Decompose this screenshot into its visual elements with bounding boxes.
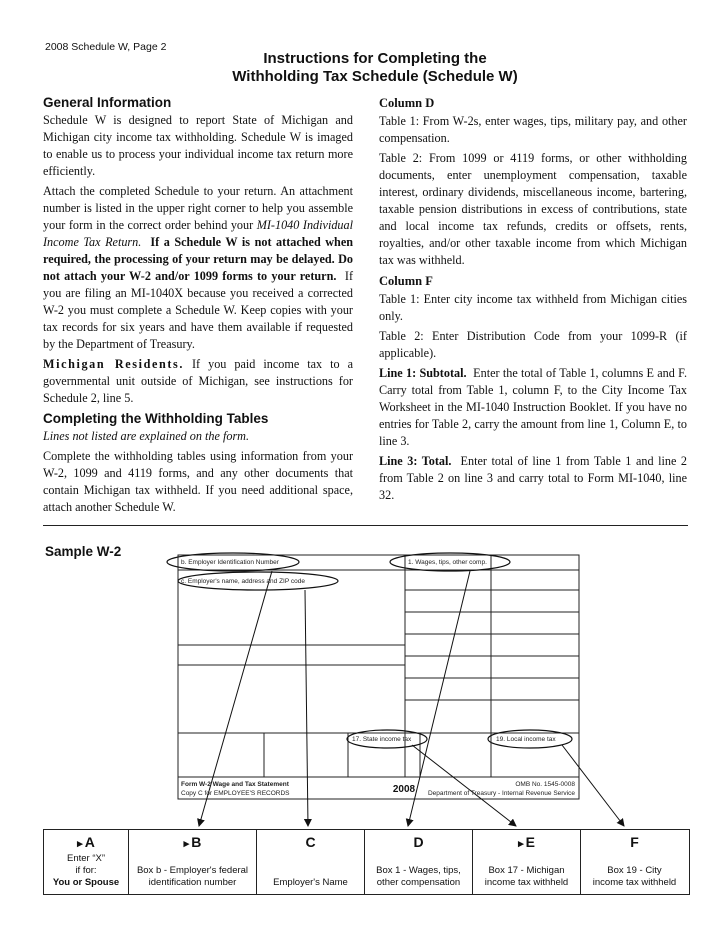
line-3-label: Line 3: Total. <box>379 454 452 468</box>
column-d-table-2: Table 2: From 1099 or 4119 forms, or other withholding documents, enter unemployment compensation, taxable interest, ordinary dividends, miscellaneous income, bartering, taxable pension distributions in excess of contributions, state and local income tax refunds, credits or offsets, rents, royalties, and/or other taxable income from which Michigan tax was withheld. <box>379 151 687 267</box>
p2-text-b: If you are filing an MI-1040X because you received a corrected W-2 you must complete a Schedule W. Keep copies with your tax records for six years and have them available if requested by the Department of Treasury. <box>43 269 354 351</box>
column-d-table-1: Table 1: From W-2s, enter wages, tips, military pay, and other compensation. <box>379 114 687 145</box>
key-description <box>257 877 364 889</box>
key-letter-text: A <box>84 834 95 850</box>
w2-dept: Department of Treasury - Internal Revenue Service <box>427 790 575 797</box>
w2-copy-c: Copy C for EMPLOYEE'S RECORDS <box>181 790 290 797</box>
key-letter <box>257 835 364 849</box>
title-line-1: Instructions for Completing the <box>263 50 487 67</box>
key-column-b <box>129 830 257 894</box>
key-column-c <box>257 830 365 894</box>
key-description <box>581 865 688 889</box>
key-column-d <box>365 830 473 894</box>
key-letter <box>129 835 256 851</box>
line-3-text: Enter total of line 1 from Table 1 and line 2 from Table 2 on line 3 and carry total to Form MI-1040, line 32. <box>379 454 688 502</box>
column-f-heading: Column F <box>379 274 433 288</box>
completing-heading: Completing the Withholding Tables <box>43 411 269 426</box>
lines-note-text: Lines not listed are explained on the form. <box>43 429 250 443</box>
p2-warning: If a Schedule W is not attached when required, the processing of your return may be delayed. Do not attach your W-2 and/or 1099 forms to your return. <box>43 235 354 283</box>
title-line-2: Withholding Tax Schedule (Schedule W) <box>232 68 518 85</box>
key-letter-text: C <box>305 834 316 850</box>
key-description <box>44 853 128 889</box>
page-label: 2008 Schedule W, Page 2 <box>45 41 167 53</box>
box-1-label: 1. Wages, tips, other comp. <box>408 559 487 566</box>
w2-year: 2008 <box>392 784 416 795</box>
key-letter-text: F <box>630 834 639 850</box>
key-description-line: identification number <box>148 877 237 888</box>
key-letter-text: D <box>413 834 424 850</box>
key-description-line: Box b - Employer's federal <box>136 865 249 876</box>
key-description <box>365 865 472 889</box>
p2-text-a: Attach the completed Schedule to your return. An attachment number is listed in the upper right corner to help you assemble your form in the correct order behind your <box>43 184 353 232</box>
column-d-heading: Column D <box>379 96 435 110</box>
w2-omb: OMB No. 1545-0008 <box>515 781 575 788</box>
key-description-line: Enter “X” <box>66 853 105 864</box>
key-description-line: income tax withheld <box>592 877 677 888</box>
arrow-to-column-d <box>408 571 470 826</box>
general-paragraph-1: Schedule W is designed to report State of Michigan and Michigan city income tax withholding. Schedule W is imaged to enable us to process your individual income tax return more efficiently. <box>43 113 353 178</box>
key-column-a <box>44 830 129 894</box>
box-17-label: 17. State income tax <box>352 736 412 743</box>
key-letter <box>44 835 128 851</box>
key-letter <box>473 835 580 851</box>
key-description-line: if for: <box>75 865 97 876</box>
key-letter <box>365 835 472 849</box>
box-19-label: 19. Local income tax <box>496 736 556 743</box>
key-description-line: income tax withheld <box>484 877 569 888</box>
key-letter-text: B <box>191 834 202 850</box>
w2-outline <box>178 555 579 799</box>
key-description <box>473 865 580 889</box>
general-information-heading: General Information <box>43 95 172 110</box>
w2-form-title: Form W-2 Wage and Tax Statement <box>181 781 289 788</box>
sample-w2-label: Sample W-2 <box>45 544 122 559</box>
arrow-to-column-e <box>412 745 516 826</box>
arrow-to-column-c <box>305 590 308 826</box>
key-description-line: Employer's Name <box>273 877 348 888</box>
p2-form-name: MI-1040 Individual Income Tax Return. <box>43 218 353 249</box>
triangle-marker-icon: ▸ <box>77 838 83 850</box>
key-description-line: You or Spouse <box>52 877 120 888</box>
residents-text: If you paid income tax to a governmental unit outside of Michigan, see instructions for Schedule 2, line 5. <box>43 357 353 405</box>
triangle-marker-icon: ▸ <box>518 838 524 850</box>
residents-label: Michigan Residents. <box>43 357 184 371</box>
key-column-f <box>581 830 688 894</box>
key-column-e <box>473 830 581 894</box>
key-letter-text: E <box>525 834 535 850</box>
key-letter <box>581 835 688 849</box>
key-description-line: Box 1 - Wages, tips, <box>376 865 461 876</box>
column-f-table-2: Table 2: Enter Distribution Code from your 1099-R (if applicable). <box>379 329 687 360</box>
line-1-label: Line 1: Subtotal. <box>379 366 467 380</box>
column-key-table <box>43 829 690 895</box>
key-description-line: other compensation <box>376 877 461 888</box>
line-1-text: Enter the total of Table 1, columns E and F. Carry total from Table 1, column F, to the City Income Tax Worksheet in the MI-1040 Instruction Booklet. If you have no entries for Table 2, carry the amount from line 1, Column E, to line 3. <box>379 366 687 448</box>
box-b-label: b. Employer Identification Number <box>181 559 279 566</box>
complete-paragraph: Complete the withholding tables using information from your W-2, 1099 and 4119 forms, and any other documents that contain Michigan tax withheld. If you need additional space, attach another Schedule W. <box>43 449 353 514</box>
key-description-line: Box 17 - Michigan <box>488 865 565 876</box>
key-description <box>129 865 256 889</box>
box-c-label: c. Employer's name, address and ZIP code <box>181 578 305 585</box>
w2-form-grid <box>178 555 579 799</box>
key-description-line: Box 19 - City <box>607 865 662 876</box>
triangle-marker-icon: ▸ <box>183 838 190 850</box>
column-f-table-1: Table 1: Enter city income tax withheld from Michigan cities only. <box>379 292 687 323</box>
